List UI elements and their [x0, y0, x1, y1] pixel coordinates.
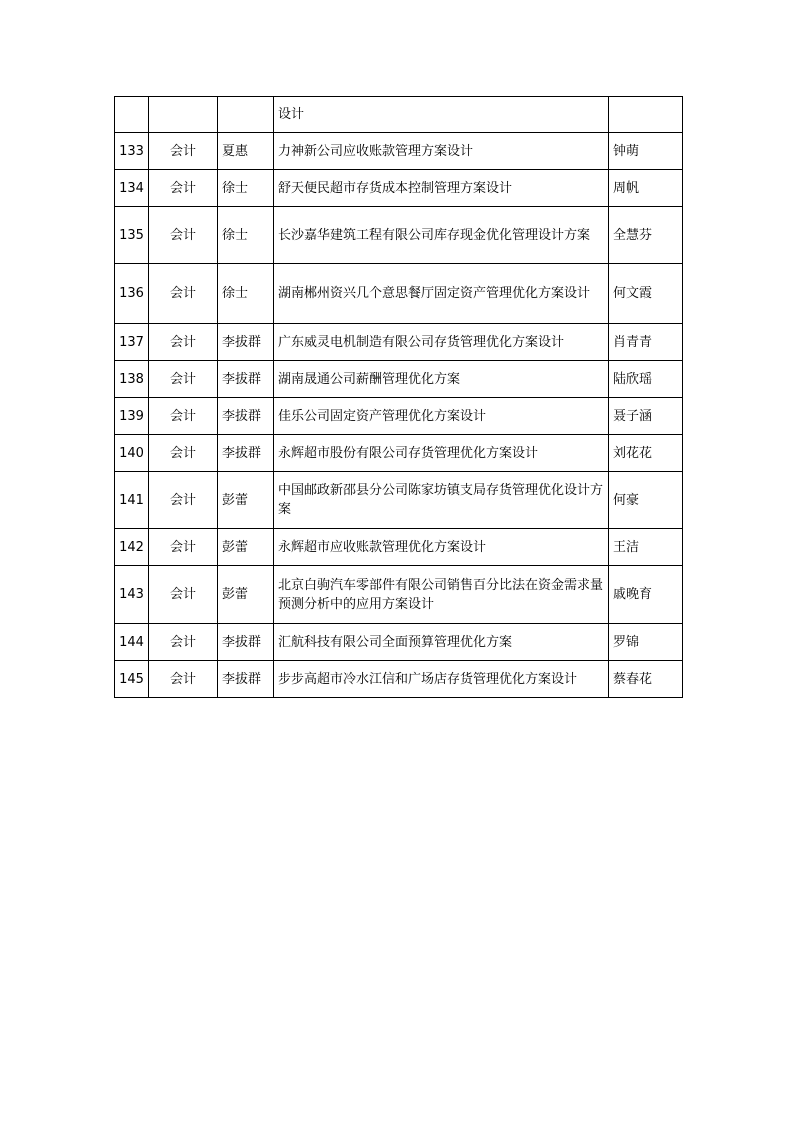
advisor-cell: 徐士	[218, 207, 274, 264]
topic-title-cell: 北京白驹汽车零部件有限公司销售百分比法在资金需求量预测分析中的应用方案设计	[274, 566, 609, 624]
major-cell	[149, 97, 218, 133]
student-cell: 蔡春花	[609, 661, 683, 698]
table-row	[115, 324, 683, 361]
table-row	[115, 133, 683, 170]
advisor-cell: 徐士	[218, 170, 274, 207]
topic-title-cell: 长沙嘉华建筑工程有限公司库存现金优化管理设计方案	[274, 207, 609, 264]
row-number	[115, 97, 149, 133]
row-number: 135	[115, 207, 149, 264]
topic-title-cell: 力神新公司应收账款管理方案设计	[274, 133, 609, 170]
table-row	[115, 661, 683, 698]
advisor-cell: 李拔群	[218, 324, 274, 361]
advisor-cell: 李拔群	[218, 661, 274, 698]
major-cell: 会计	[149, 207, 218, 264]
topic-title-cell: 步步高超市冷水江信和广场店存货管理优化方案设计	[274, 661, 609, 698]
major-cell: 会计	[149, 324, 218, 361]
advisor-cell: 李拔群	[218, 361, 274, 398]
student-cell: 刘花花	[609, 435, 683, 472]
topic-title-cell: 设计	[274, 97, 609, 133]
advisor-cell: 李拔群	[218, 624, 274, 661]
major-cell: 会计	[149, 264, 218, 324]
table-row	[115, 624, 683, 661]
major-cell: 会计	[149, 398, 218, 435]
row-number: 142	[115, 529, 149, 566]
thesis-topic-table	[114, 96, 683, 698]
topic-title-cell: 永辉超市应收账款管理优化方案设计	[274, 529, 609, 566]
row-number: 137	[115, 324, 149, 361]
advisor-cell: 彭蕾	[218, 566, 274, 624]
topic-title-cell: 佳乐公司固定资产管理优化方案设计	[274, 398, 609, 435]
advisor-cell: 李拔群	[218, 435, 274, 472]
major-cell: 会计	[149, 661, 218, 698]
row-number: 133	[115, 133, 149, 170]
major-cell: 会计	[149, 529, 218, 566]
row-number: 140	[115, 435, 149, 472]
major-cell: 会计	[149, 435, 218, 472]
student-cell	[609, 97, 683, 133]
student-cell: 陆欣瑶	[609, 361, 683, 398]
row-number: 145	[115, 661, 149, 698]
major-cell: 会计	[149, 133, 218, 170]
row-number: 143	[115, 566, 149, 624]
row-number: 144	[115, 624, 149, 661]
student-cell: 周帆	[609, 170, 683, 207]
student-cell: 王洁	[609, 529, 683, 566]
topic-title-cell: 湖南晟通公司薪酬管理优化方案	[274, 361, 609, 398]
row-number: 134	[115, 170, 149, 207]
student-cell: 何豪	[609, 472, 683, 529]
student-cell: 聂子涵	[609, 398, 683, 435]
topic-title-cell: 中国邮政新邵县分公司陈家坊镇支局存货管理优化设计方案	[274, 472, 609, 529]
topic-title-cell: 汇航科技有限公司全面预算管理优化方案	[274, 624, 609, 661]
table-row	[115, 472, 683, 529]
major-cell: 会计	[149, 566, 218, 624]
table-row	[115, 97, 683, 133]
advisor-cell: 李拔群	[218, 398, 274, 435]
table-row	[115, 264, 683, 324]
topic-title-cell: 永辉超市股份有限公司存货管理优化方案设计	[274, 435, 609, 472]
table-row	[115, 566, 683, 624]
topic-title-cell: 舒天便民超市存货成本控制管理方案设计	[274, 170, 609, 207]
advisor-cell	[218, 97, 274, 133]
topic-title-cell: 湖南郴州资兴几个意思餐厅固定资产管理优化方案设计	[274, 264, 609, 324]
advisor-cell: 彭蕾	[218, 472, 274, 529]
student-cell: 肖青青	[609, 324, 683, 361]
student-cell: 戚晚育	[609, 566, 683, 624]
advisor-cell: 彭蕾	[218, 529, 274, 566]
row-number: 141	[115, 472, 149, 529]
advisor-cell: 夏惠	[218, 133, 274, 170]
topic-title-cell: 广东威灵电机制造有限公司存货管理优化方案设计	[274, 324, 609, 361]
table-row	[115, 398, 683, 435]
student-cell: 何文霞	[609, 264, 683, 324]
student-cell: 罗锦	[609, 624, 683, 661]
row-number: 136	[115, 264, 149, 324]
major-cell: 会计	[149, 472, 218, 529]
table-row	[115, 170, 683, 207]
major-cell: 会计	[149, 170, 218, 207]
major-cell: 会计	[149, 624, 218, 661]
row-number: 138	[115, 361, 149, 398]
table-row	[115, 529, 683, 566]
student-cell: 钟萌	[609, 133, 683, 170]
table-row	[115, 435, 683, 472]
table-row	[115, 361, 683, 398]
row-number: 139	[115, 398, 149, 435]
table-row	[115, 207, 683, 264]
major-cell: 会计	[149, 361, 218, 398]
student-cell: 全慧芬	[609, 207, 683, 264]
advisor-cell: 徐士	[218, 264, 274, 324]
